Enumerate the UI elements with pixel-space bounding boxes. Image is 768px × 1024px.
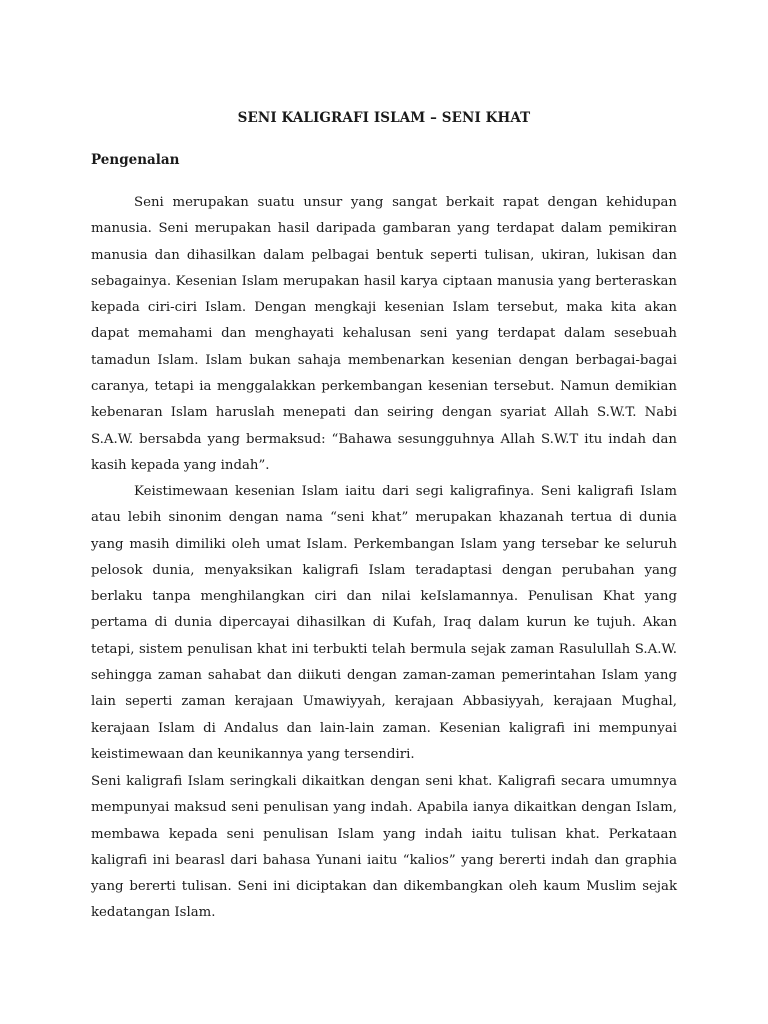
document-title: SENI KALIGRAFI ISLAM – SENI KHAT (237, 110, 531, 126)
paragraph-3: Seni kaligrafi Islam seringkali dikaitkan dengan seni khat. Kaligrafi secara umumnya mempunyai maksud seni penulisan yang indah. Apabila ianya dikaitkan dengan Islam, membawa kepada seni penulisan Islam yang indah iaitu tulisan khat. Perkataan kaligrafi ini bearasl dari bahasa Yunani iaitu “kalios” yang bererti indah dan graphia yang bererti tulisan. Seni ini diciptakan dan dikembangkan oleh kaum Muslim sejak kedatangan Islam. (91, 774, 677, 921)
section-heading: Pengenalan (91, 152, 180, 168)
paragraph-2: Keistimewaan kesenian Islam iaitu dari segi kaligrafinya. Seni kaligrafi Islam atau lebih sinonim dengan nama “seni khat” merupakan khazanah tertua di dunia yang masih dimiliki oleh umat Islam. Perkembangan Islam yang tersebar ke seluruh pelosok dunia, menyaksikan kaligrafi Islam teradaptasi dengan perubahan yang berlaku tanpa menghilangkan ciri dan nilai keIslamannya. Penulisan Khat yang pertama di dunia dipercayai dihasilkan di Kufah, Iraq dalam kurun ke tujuh. Akan tetapi, sistem penulisan khat ini terbukti telah bermula sejak zaman Rasulullah S.A.W. sehingga zaman sahabat dan diikuti dengan zaman-zaman pemerintahan Islam yang lain seperti zaman kerajaan Umawiyyah, kerajaan Abbasiyyah, kerajaan Mughal, kerajaan Islam di Andalus dan lain-lain zaman. Kesenian kaligrafi ini mempunyai keistimewaan dan keunikannya yang tersendiri. (91, 484, 677, 762)
paragraph-1: Seni merupakan suatu unsur yang sangat berkait rapat dengan kehidupan manusia. Seni merupakan hasil daripada gambaran yang terdapat dalam pemikiran manusia dan dihasilkan dalam pelbagai bentuk seperti tulisan, ukiran, lukisan dan sebagainya. Kesenian Islam merupakan hasil karya ciptaan manusia yang berteraskan kepada ciri-ciri Islam. Dengan mengkaji kesenian Islam tersebut, maka kita akan dapat memahami dan menghayati kehalusan seni yang terdapat dalam sesebuah tamadun Islam. Islam bukan sahaja membenarkan kesenian dengan berbagai-bagai caranya, tetapi ia menggalakkan perkembangan kesenian tersebut. Namun demikian kebenaran Islam haruslah menepati dan seiring dengan syariat Allah S.W.T. Nabi S.A.W. bersabda yang bermaksud: “Bahawa sesungguhnya Allah S.W.T itu indah dan kasih kepada yang indah”. (91, 195, 677, 473)
